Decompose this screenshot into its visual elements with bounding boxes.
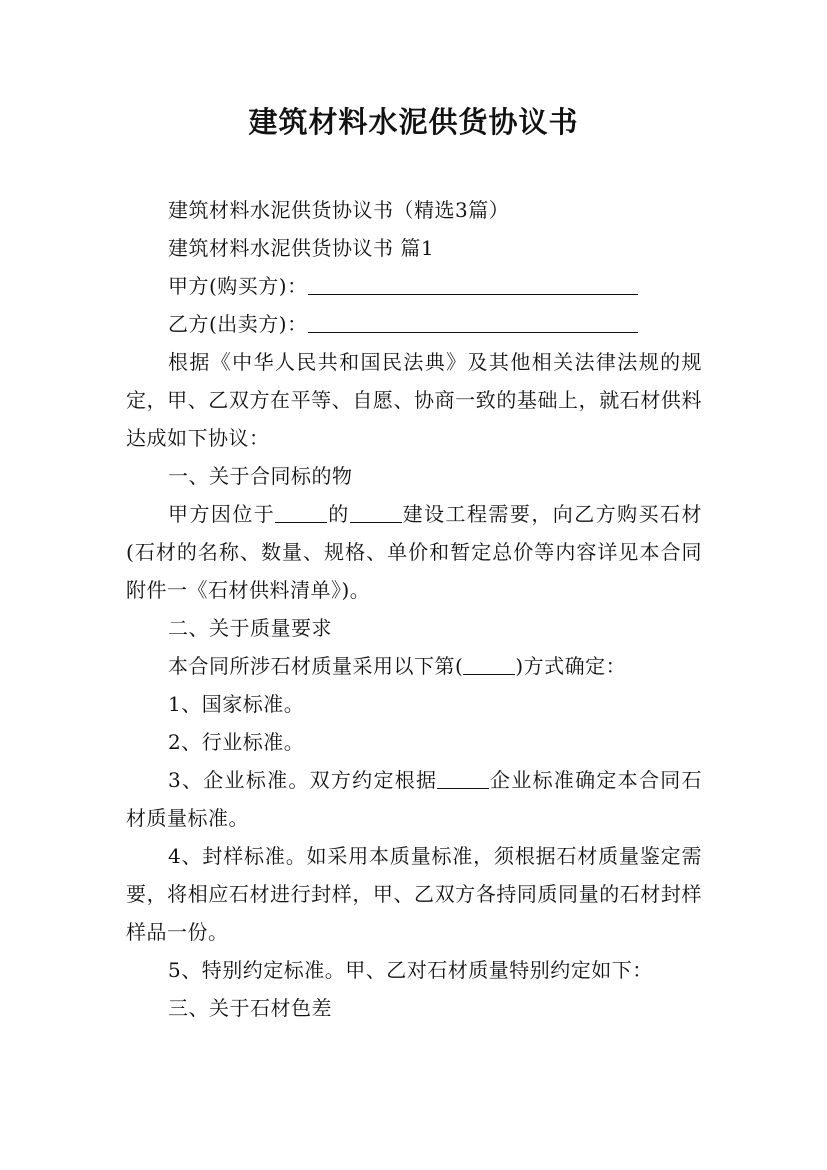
section-1-text-c: 建设工程需要，向乙方购买石材(石材的名称、数量、规格、单价和暂定总价等内容详见本合同附件一《石材供料清单》)。 xyxy=(126,502,703,602)
intro-paragraph: 根据《中华人民共和国民法典》及其他相关法律法规的规定，甲、乙双方在平等、自愿、协商一致的基础上，就石材供料达成如下协议： xyxy=(126,350,702,450)
party-a-line xyxy=(126,267,702,305)
item-3 xyxy=(126,761,702,837)
document-body xyxy=(126,191,702,1027)
section-1-paragraph xyxy=(126,495,702,609)
item-3-text-b: 企业标准确定本合同石材质量标准。 xyxy=(126,768,703,830)
section-3-heading: 三、关于石材色差 xyxy=(168,996,332,1020)
party-a-label: 甲方(购买方)： xyxy=(168,274,308,298)
part-heading: 建筑材料水泥供货协议书 篇1 xyxy=(168,236,435,260)
subtitle: 建筑材料水泥供货协议书（精选3篇） xyxy=(168,198,510,222)
section-2-heading: 二、关于质量要求 xyxy=(168,616,332,640)
section-2-text-a: 本合同所涉石材质量采用以下第( xyxy=(168,654,464,678)
location-blank xyxy=(275,502,327,523)
party-b-blank xyxy=(308,312,638,333)
item-3-text-a: 3、企业标准。双方约定根据 xyxy=(168,768,438,792)
item-2: 2、行业标准。 xyxy=(168,730,305,754)
section-2-paragraph xyxy=(126,647,702,685)
section-1-text-a: 甲方因位于 xyxy=(168,502,276,526)
item-4: 4、封样标准。如采用本质量标准，须根据石材质量鉴定需要，将相应石材进行封样，甲、乙双方各持同质同量的石材封样样品一份。 xyxy=(126,844,702,944)
project-blank xyxy=(350,502,402,523)
party-a-blank xyxy=(308,274,638,295)
party-b-line xyxy=(126,305,702,343)
method-blank xyxy=(463,654,515,675)
section-1-text-b: 的 xyxy=(327,502,350,526)
item-1: 1、国家标准。 xyxy=(168,692,305,716)
section-1-heading: 一、关于合同标的物 xyxy=(168,464,353,488)
document-title: 建筑材料水泥供货协议书 xyxy=(248,105,579,139)
party-b-label: 乙方(出卖方)： xyxy=(168,312,308,336)
section-2-text-b: )方式确定： xyxy=(515,654,627,678)
enterprise-standard-blank xyxy=(437,768,489,789)
item-5: 5、特别约定标准。甲、乙对石材质量特别约定如下： xyxy=(168,958,653,982)
